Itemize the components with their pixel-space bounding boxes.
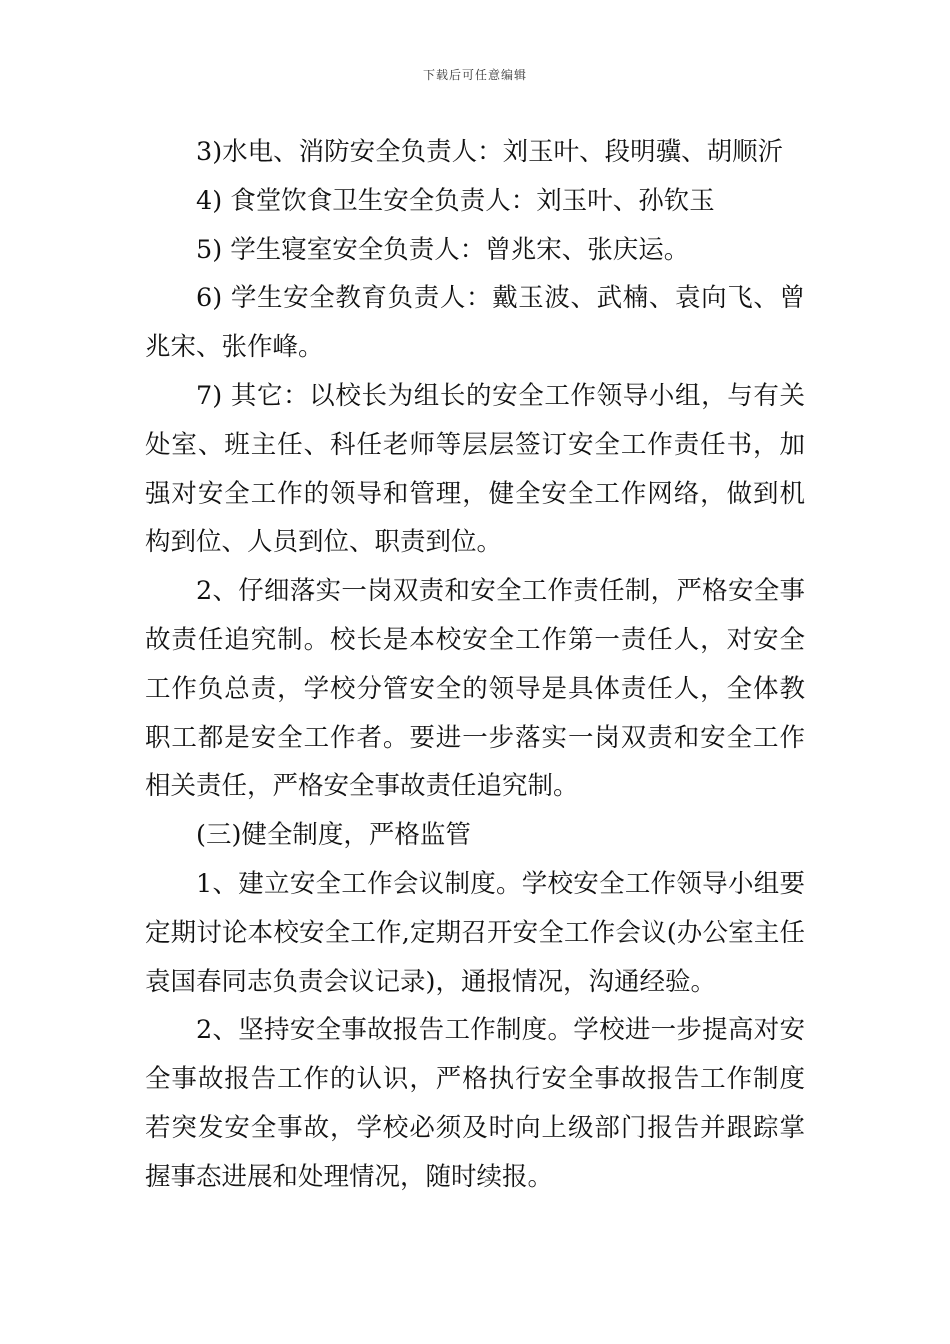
paragraph-safety-education: 6) 学生安全教育负责人：戴玉波、武楠、袁向飞、曾兆宋、张作峰。 <box>145 283 805 363</box>
page-header-note: 下载后可任意编辑 <box>422 68 527 82</box>
paragraph-incident-reporting: 2、坚持安全事故报告工作制度。学校进一步提高对安全事故报告工作的认识，严格执行安全事故报告工作制度若突发安全事故，学校必须及时向上级部门报告并跟踪掌握事态进展和处理情况，随时续报。 <box>145 1015 805 1192</box>
paragraph-meeting-system: 1、建立安全工作会议制度。学校安全工作领导小组要定期讨论本校安全工作,定期召开安全工作会议(办公室主任袁国春同志负责会议记录)，通报情况，沟通经验。 <box>145 868 805 997</box>
paragraph-canteen-safety: 4) 食堂饮食卫生安全负责人：刘玉叶、孙钦玉 <box>196 185 715 216</box>
paragraph-other: 7) 其它：以校长为组长的安全工作领导小组，与有关处室、班主任、科任老师等层层签订安全工作责任书，加强对安全工作的领导和管理，健全安全工作网络，做到机构到位、人员到位、职责到位。 <box>145 380 805 558</box>
paragraph-utilities-fire-safety: 3)水电、消防安全负责人：刘玉叶、段明骥、胡顺沂 <box>196 137 784 167</box>
paragraph-dormitory-safety: 5) 学生寝室安全负责人：曾兆宋、张庆运。 <box>196 234 690 265</box>
section-heading-systems: (三)健全制度，严格监管 <box>196 820 471 851</box>
paragraph-responsibility-system: 2、仔细落实一岗双责和安全工作责任制，严格安全事故责任追究制。校长是本校安全工作第一责任人，对安全工作负总责，学校分管安全的领导是具体责任人，全体教职工都是安全工作者。要进一步落实一岗双责和安全工作相关责任，严格安全事故责任追究制。 <box>145 576 805 802</box>
document-body <box>145 128 805 1202</box>
